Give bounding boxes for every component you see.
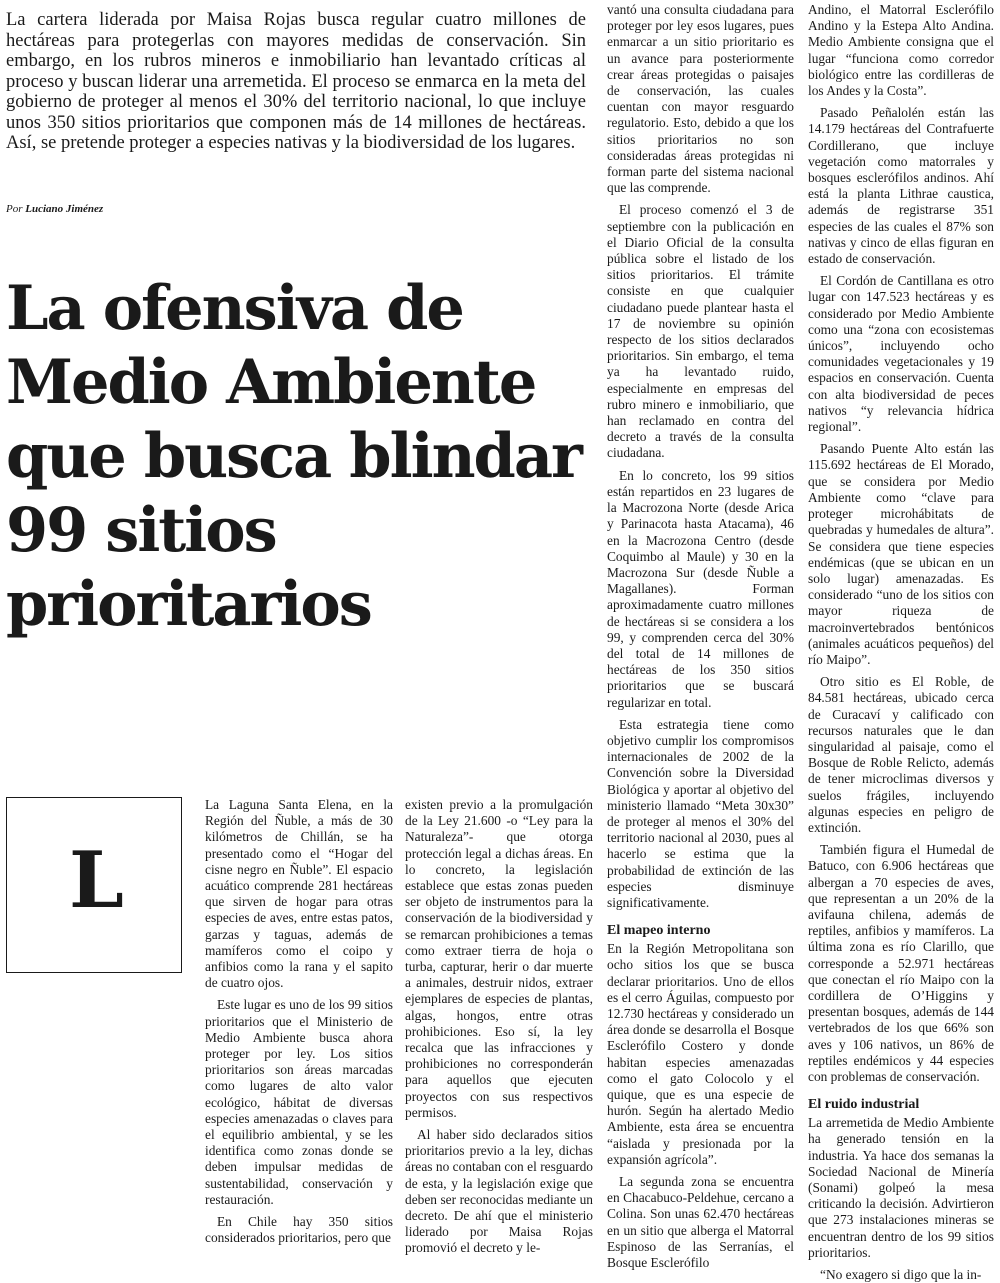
byline-author: Luciano Jiménez <box>25 203 104 215</box>
col2-paragraph: Al haber sido declarados sitios prioritarios previo a la ley, dichas áreas no contaban con el resguardo de esta, y la legislación exige que deben ser reconocidas mediante un decreto. De ahí que el ministerio liderado por Maisa Rojas promovió el decreto y le- <box>405 1127 593 1256</box>
col4-paragraph: También figura el Humedal de Batuco, con 6.906 hectáreas que albergan a 70 especies de aves, que representan a un 20% de la avifauna chilena, además de reptiles, anfibios y mamíferos. La última zona es río Clarillo, que corresponde a 52.971 hectáreas que conectan el río Maipo con la cordillera de O’Higgins y presentan bosques, además de 144 vertebrados de los que 66% son aves y 106 nativos, un 86% de reptiles endémicos y 44 especies con problemas de conservación. <box>808 842 994 1084</box>
column-1 <box>205 797 393 1267</box>
col4-paragraph: El Cordón de Cantillana es otro lugar con 147.523 hectáreas y es considerado por Medio Ambiente como una “zona con ecosistemas únicos”, incluyendo ocho comunidades vegetacionales y 19 espacios en conservación. Cuenta con alta biodiversidad de peces nativos “y relevancia hídrica regional”. <box>808 273 994 435</box>
column-2 <box>405 797 593 1267</box>
col3-paragraph: Esta estrategia tiene como objetivo cumplir los compromisos internacionales de 2002 de la Convención sobre la Diversidad Biológica y aportar al objetivo del ministerio llamado “Meta 30x30” de proteger al menos el 30% del territorio nacional al 2030, pues al hacerlo se estima que la probabilidad de extinción de las especies disminuye significativamente. <box>607 716 794 910</box>
byline-prefix: Por <box>6 203 23 215</box>
column-3 <box>607 2 794 1272</box>
headline: La ofensiva de Medio Ambiente que busca blindar 99 sitios prioritarios <box>6 273 581 640</box>
col3-paragraph: En lo concreto, los 99 sitios están repartidos en 23 lugares de la Macrozona Norte (desde Arica y Parinacota hasta Atacama), 46 en la Macrozona Centro (desde Coquimbo al Maule) y 30 en la Macrozona Sur (desde Ñuble a Magallanes). Forman aproximadamente cuatro millones de hectáreas si se considera a los 99, y comprenden cerca del 30% del total de 14 millones de hectáreas de los 350 sitios prioritarios que se buscará regularizar en total. <box>607 467 794 710</box>
col3-paragraph: vantó una consulta ciudadana para proteger por ley esos lugares, pues enmarcar a un sitio prioritario es un avance para posteriormente crear áreas protegidas o paisajes de conservación, las cuales cuentan con mayor resguardo regulatorio. Esto, debido a que los sitios prioritarios no son consideradas áreas protegidas ni forman parte del sistema nacional que las comprende. <box>607 2 794 196</box>
subhead-ruido: El ruido industrial <box>808 1097 920 1113</box>
byline <box>6 203 103 215</box>
dropcap-box <box>6 797 182 973</box>
col3-paragraph: La segunda zona se encuentra en Chacabuco-Peldehue, cercano a Colina. Son unas 62.470 hectáreas en un sitio que alberga el Matorral Espinoso de las Serranías, el Bosque Esclerófilo <box>607 1174 794 1271</box>
col4-paragraph: Pasado Peñalolén están las 14.179 hectáreas del Contrafuerte Cordillerano, que incluye vegetación como matorrales y bosques esclerófilos andinos. Ahí está la planta Lithrae caustica, además de registrarse 351 especies de las cuales el 87% son nativas y cinco de ellas figuran en estado de conservación. <box>808 105 994 267</box>
col4-paragraph: Andino, el Matorral Esclerófilo Andino y la Estepa Alto Andina. Medio Ambiente consigna que el lugar “funciona como corredor biológico entre las cordilleras de los Andes y la Costa”. <box>808 2 994 99</box>
col4-paragraph: Otro sitio es El Roble, de 84.581 hectáreas, ubicado cerca de Curacaví y calificado con recursos naturales que le dan singularidad al paisaje, como el Bosque de Roble Relicto, además de tener microclimas diversos y suelos frágiles, incluyendo algunas especies en peligro de extinción. <box>808 674 994 835</box>
col4-paragraph: Pasando Puente Alto están las 115.692 hectáreas de El Morado, que se considera por Medio Ambiente como “clave para proteger microhábitats de quebradas y humedales de altura”. Se considera que tiene especies endémicas (que se ubican en un solo lugar) amenazadas. Es considerado “uno de los sitios con mayor riqueza de macroinvertebrados bentónicos (animales acuáticos pequeños) del río Maipo”. <box>808 441 994 667</box>
col1-paragraph: Este lugar es uno de los 99 sitios prioritarios que el Ministerio de Medio Ambiente busca ahora proteger por ley. Los sitios prioritarios son áreas marcadas como lugares de alto valor ecológico, hábitat de diversas especies amenazadas o claves para el equilibrio ambiental, y se les identifica como zonas donde se deben impulsar medidas de sustentabilidad, conservación y restauración. <box>205 997 393 1207</box>
col4-paragraph: La arremetida de Medio Ambiente ha generado tensión en la industria. Ya hace dos semanas la Sociedad Nacional de Minería (Sonami) golpeó la mesa criticando la decisión. Advirtieron que 273 instalaciones mineras se encuentran dentro de los 99 sitios prioritarios. <box>808 1115 994 1260</box>
col3-paragraph: En la Región Metropolitana son ocho sitios los que se busca declarar prioritarios. Uno de ellos es el cerro Águilas, compuesto por 12.730 hectáreas y considerado un área donde se desarrolla el Bosque Esclerófilo Costero y donde habitan especies amenazadas como el gato Colocolo y el quique, que es una especie de hurón. Según ha alertado Medio Ambiente, esta área se encuentra “aislada y presionada por la expansión agrícola”. <box>607 941 794 1167</box>
col3-paragraph: El proceso comenzó el 3 de septiembre con la publicación en el Diario Oficial de la consulta pública sobre el listado de los sitios prioritarios. El trámite consiste en que cualquier ciudadano puede plantear hasta el 17 de noviembre su opinión respecto de los sitios declarados prioritarios. Sin embargo, el tema ya ha levantado ruido, especialmente en empresas del rubro minero e inmobiliario, que han reclamado en contra del decreto a través de la consulta ciudadana. <box>607 202 794 461</box>
column-4 <box>808 2 994 1283</box>
dropcap-letter: L <box>69 835 124 926</box>
lead-paragraph: La cartera liderada por Maisa Rojas busca regular cuatro millones de hectáreas para protegerlas con mayores medidas de conservación. Sin embargo, en los rubros mineros e inmobiliario han levantado críticas al proceso y buscan liderar una arremetida. El proceso se enmarca en la meta del gobierno de proteger al menos el 30% del territorio nacional, lo que incluye unos 350 sitios prioritarios que componen más de 14 millones de hectáreas. Así, se pretende proteger a especies nativas y la biodiversidad de los lugares. <box>6 10 586 153</box>
subhead-mapeo: El mapeo interno <box>607 923 711 939</box>
col4-paragraph: “No exagero si digo que la in- <box>820 1267 982 1283</box>
col2-paragraph: existen previo a la promulgación de la Ley 21.600 -o “Ley para la Naturaleza”- que otorga protección legal a dichas áreas. En lo concreto, la legislación establece que estas zonas pueden ser objeto de instrumentos para la conservación de la biodiversidad y se remarcan prohibiciones a temas como extraer tierra de hoja o turba, capturar, herir o dar muerte a animales, destruir nidos, extraer ejemplares de especies de plantas, algas, hongos, entre otras prohibiciones. Eso sí, la ley recalca que las infracciones y prohibiciones no corresponderán para aquellos que ejecuten proyectos con sus respectivos permisos. <box>405 797 593 1120</box>
col1-paragraph: En Chile hay 350 sitios considerados prioritarios, pero que <box>205 1214 393 1246</box>
col1-paragraph: La Laguna Santa Elena, en la Región del Ñuble, a más de 30 kilómetros de Chillán, se ha presentado como el “Hogar del cisne negro en Ñuble”. El espacio acuático comprende 281 hectáreas que sirven de hogar para otras especies de aves, entre estas patos, garzas y taguas, además de mamíferos como el coipo y anfibios como la rana y el sapito de cuatro ojos. <box>205 797 393 991</box>
